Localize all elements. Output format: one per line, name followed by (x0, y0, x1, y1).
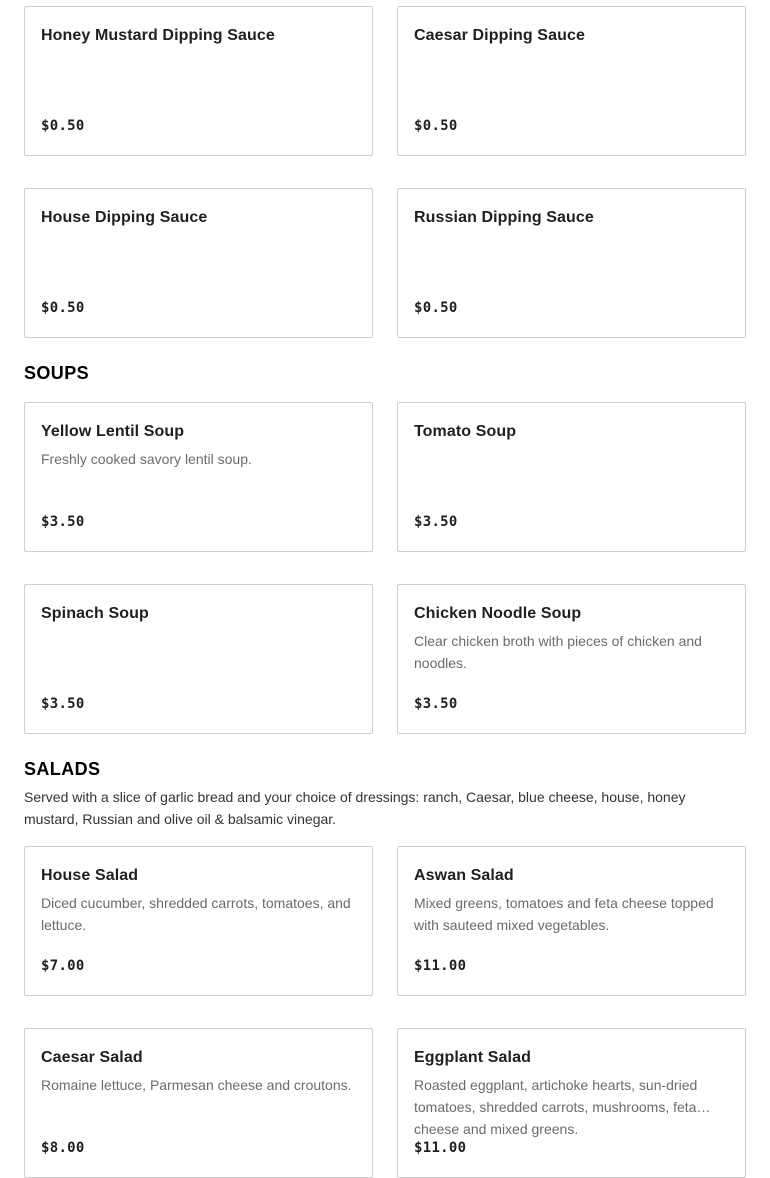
menu-item-card[interactable] (24, 846, 373, 996)
item-description: Mixed greens, tomatoes and feta cheese topped with sauteed mixed vegetables. (414, 895, 714, 933)
item-price: $8.00 (41, 1140, 85, 1156)
item-description: Roasted eggplant, artichoke hearts, sun-dried tomatoes, shredded carrots, mushrooms, feta cheese and mixed greens. (414, 1077, 698, 1137)
item-name: Honey Mustard Dipping Sauce (41, 27, 275, 44)
section-description-salads: Served with a slice of garlic bread and your choice of dressings: ranch, Caesar, blue cheese, house, honey mustard, Russian and olive oil & balsamic vinegar. (24, 789, 686, 827)
soups-grid (24, 402, 746, 734)
item-price: $0.50 (41, 118, 85, 134)
item-price: $11.00 (414, 1140, 467, 1156)
menu-item-card[interactable] (397, 1028, 746, 1178)
item-name: Spinach Soup (41, 605, 149, 622)
item-name: Eggplant Salad (414, 1049, 531, 1066)
item-price: $3.50 (41, 514, 85, 530)
item-price: $11.00 (414, 958, 467, 974)
item-description: Diced cucumber, shredded carrots, tomatoes, and lettuce. (41, 895, 351, 933)
menu-item-card[interactable] (24, 584, 373, 734)
item-name: House Dipping Sauce (41, 209, 208, 226)
menu-item-card[interactable] (24, 1028, 373, 1178)
menu-item-card[interactable] (24, 188, 373, 338)
item-price: $3.50 (414, 514, 458, 530)
salads-grid (24, 846, 746, 1178)
menu-item-card[interactable] (397, 402, 746, 552)
item-description: Freshly cooked savory lentil soup. (41, 451, 252, 467)
menu-item-card[interactable] (24, 402, 373, 552)
sauces-grid (24, 6, 746, 338)
item-price: $3.50 (41, 696, 85, 712)
item-name: Caesar Dipping Sauce (414, 27, 585, 44)
item-name: House Salad (41, 867, 139, 884)
item-price: $0.50 (414, 118, 458, 134)
item-price: $3.50 (414, 696, 458, 712)
menu-item-card[interactable] (397, 6, 746, 156)
item-name: Tomato Soup (414, 423, 517, 440)
item-price: $7.00 (41, 958, 85, 974)
menu-item-card[interactable] (397, 584, 746, 734)
item-description: Clear chicken broth with pieces of chicken and noodles. (414, 633, 702, 671)
item-description: Romaine lettuce, Parmesan cheese and croutons. (41, 1077, 352, 1093)
menu-item-card[interactable] (397, 188, 746, 338)
menu-item-card[interactable] (397, 846, 746, 996)
menu-item-card[interactable] (24, 6, 373, 156)
section-title-soups: SOUPS (24, 363, 90, 383)
item-name: Aswan Salad (414, 867, 514, 884)
item-name: Chicken Noodle Soup (414, 605, 582, 622)
section-title-salads: SALADS (24, 759, 101, 779)
item-name: Russian Dipping Sauce (414, 209, 594, 226)
item-price: $0.50 (41, 300, 85, 316)
item-name: Yellow Lentil Soup (41, 423, 185, 440)
item-name: Caesar Salad (41, 1049, 143, 1066)
item-price: $0.50 (414, 300, 458, 316)
